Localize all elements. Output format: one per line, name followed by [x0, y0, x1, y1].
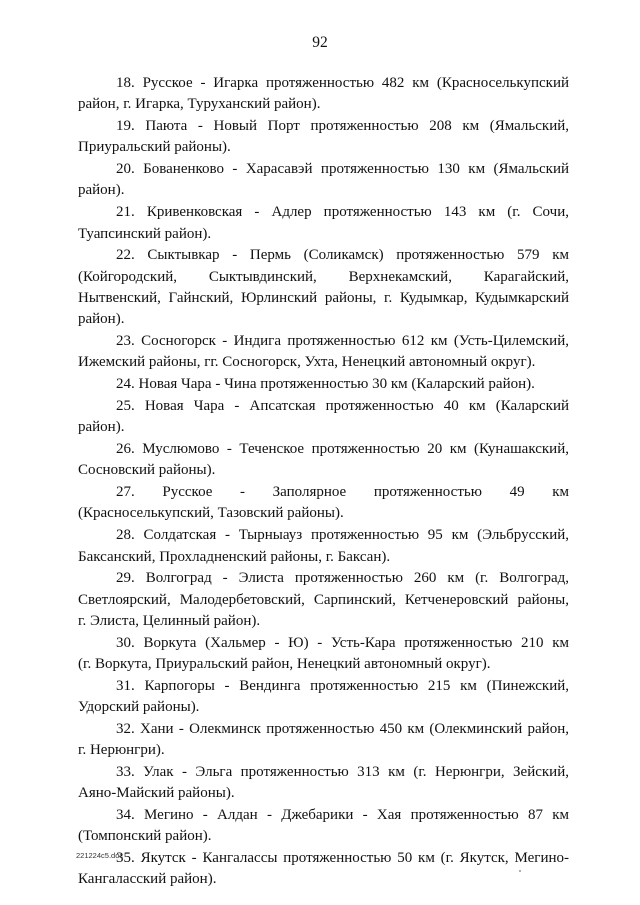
paragraph-line: 21. Кривенковская - Адлер протяженностью 143 км (г. Сочи, [116, 204, 569, 221]
paragraph-25 [78, 396, 569, 439]
paragraph-18 [78, 73, 569, 116]
paragraph-line: 20. Бованенково - Харасавэй протяженностью 130 км (Ямальский [116, 161, 569, 178]
paragraph-line: 25. Новая Чара - Апсатская протяженностью 40 км (Каларский [116, 397, 569, 414]
paragraph-line: Ижемский районы, гг. Сосногорск, Ухта, Ненецкий автономный округ). [78, 354, 536, 371]
paragraph-line: район). [78, 311, 125, 328]
paragraph-20 [78, 159, 569, 202]
paragraph-31 [78, 676, 569, 719]
paragraph-22 [78, 245, 569, 330]
paragraph-line: Нытвенский, Гайнский, Юрлинский районы, г. Кудымкар, Кудымкарский [78, 289, 569, 306]
scan-speck [519, 870, 521, 872]
paragraph-19 [78, 116, 569, 159]
paragraph-line: 24. Новая Чара - Чина протяженностью 30 км (Каларский район). [116, 376, 535, 393]
paragraph-32 [78, 719, 569, 762]
paragraph-line: (Красноселькупский, Тазовский районы). [78, 505, 344, 522]
paragraph-34 [78, 805, 569, 848]
page-number: 92 [312, 34, 328, 51]
paragraph-line: г. Элиста, Целинный район). [78, 612, 261, 629]
paragraph-line: район). [78, 419, 125, 436]
paragraph-line: 30. Воркута (Хальмер - Ю) - Усть-Кара протяженностью 210 км [116, 634, 569, 651]
paragraph-line: 33. Улак - Эльга протяженностью 313 км (г. Нерюнгри, Зейский, [116, 764, 569, 780]
paragraph-27 [78, 482, 569, 525]
paragraph-line: 35. Якутск - Кангалассы протяженностью 50 км (г. Якутск, Мегино- [116, 850, 569, 867]
paragraph-26 [78, 439, 569, 482]
paragraph-line: (Койгородский, Сыктывдинский, Верхнекамский, Карагайский, [78, 268, 569, 285]
paragraph-line: 26. Муслюмово - Теченское протяженностью 20 км (Кунашакский, [116, 441, 569, 458]
paragraph-line: район, г. Игарка, Туруханский район). [78, 96, 321, 113]
paragraph-line: Аяно-Майский районы). [78, 785, 235, 802]
paragraph-23 [78, 331, 569, 374]
paragraph-line: район). [78, 182, 125, 199]
paragraph-line: 28. Солдатская - Тырныауз протяженностью 95 км (Эльбрусский, [116, 527, 569, 544]
paragraph-35 [78, 848, 569, 891]
paragraph-33 [78, 762, 569, 805]
paragraph-line: 23. Сосногорск - Индига протяженностью 612 км (Усть-Цилемский, [116, 333, 569, 350]
paragraph-line: 34. Мегино - Алдан - Джебарики - Хая протяженностью 87 км [116, 807, 569, 824]
paragraph-line: (г. Воркута, Приуральский район, Ненецкий автономный округ). [78, 656, 491, 673]
paragraph-line: (Томпонский район). [78, 828, 212, 845]
paragraph-line: Кангаласский район). [78, 871, 217, 888]
paragraph-line: Туапсинский район). [78, 225, 212, 242]
paragraph-line: 31. Карпогоры - Вендинга протяженностью 215 км (Пинежский, [116, 677, 569, 694]
document-body [78, 73, 569, 891]
paragraph-24 [78, 374, 569, 395]
paragraph-line: 22. Сыктывкар - Пермь (Соликамск) протяженностью 579 км [116, 247, 569, 264]
paragraph-line: 19. Паюта - Новый Порт протяженностью 208 км (Ямальский, [116, 118, 569, 135]
paragraph-line: г. Нерюнгри). [78, 742, 165, 759]
paragraph-line: Приуральский районы). [78, 139, 231, 156]
paragraph-line: Удорский районы). [78, 699, 200, 716]
paragraph-line: Баксанский, Прохладненский районы, г. Баксан). [78, 548, 391, 565]
paragraph-line: 32. Хани - Олекминск протяженностью 450 км (Олекминский район, [116, 720, 569, 737]
document-file-code: 221224c5.doc [76, 851, 124, 860]
paragraph-line: Светлоярский, Малодербетовский, Сарпинский, Кетченеровский районы, [78, 591, 569, 608]
paragraph-line: 18. Русское - Игарка протяженностью 482 км (Красноселькупский [116, 75, 569, 91]
paragraph-28 [78, 525, 569, 568]
paragraph-30 [78, 633, 569, 676]
paragraph-line: 27. Русское - Заполярное протяженностью 49 км [116, 484, 569, 501]
paragraph-line: 29. Волгоград - Элиста протяженностью 260 км (г. Волгоград, [116, 570, 569, 587]
paragraph-21 [78, 202, 569, 245]
paragraph-line: Сосновский районы). [78, 462, 216, 479]
paragraph-29 [78, 568, 569, 632]
